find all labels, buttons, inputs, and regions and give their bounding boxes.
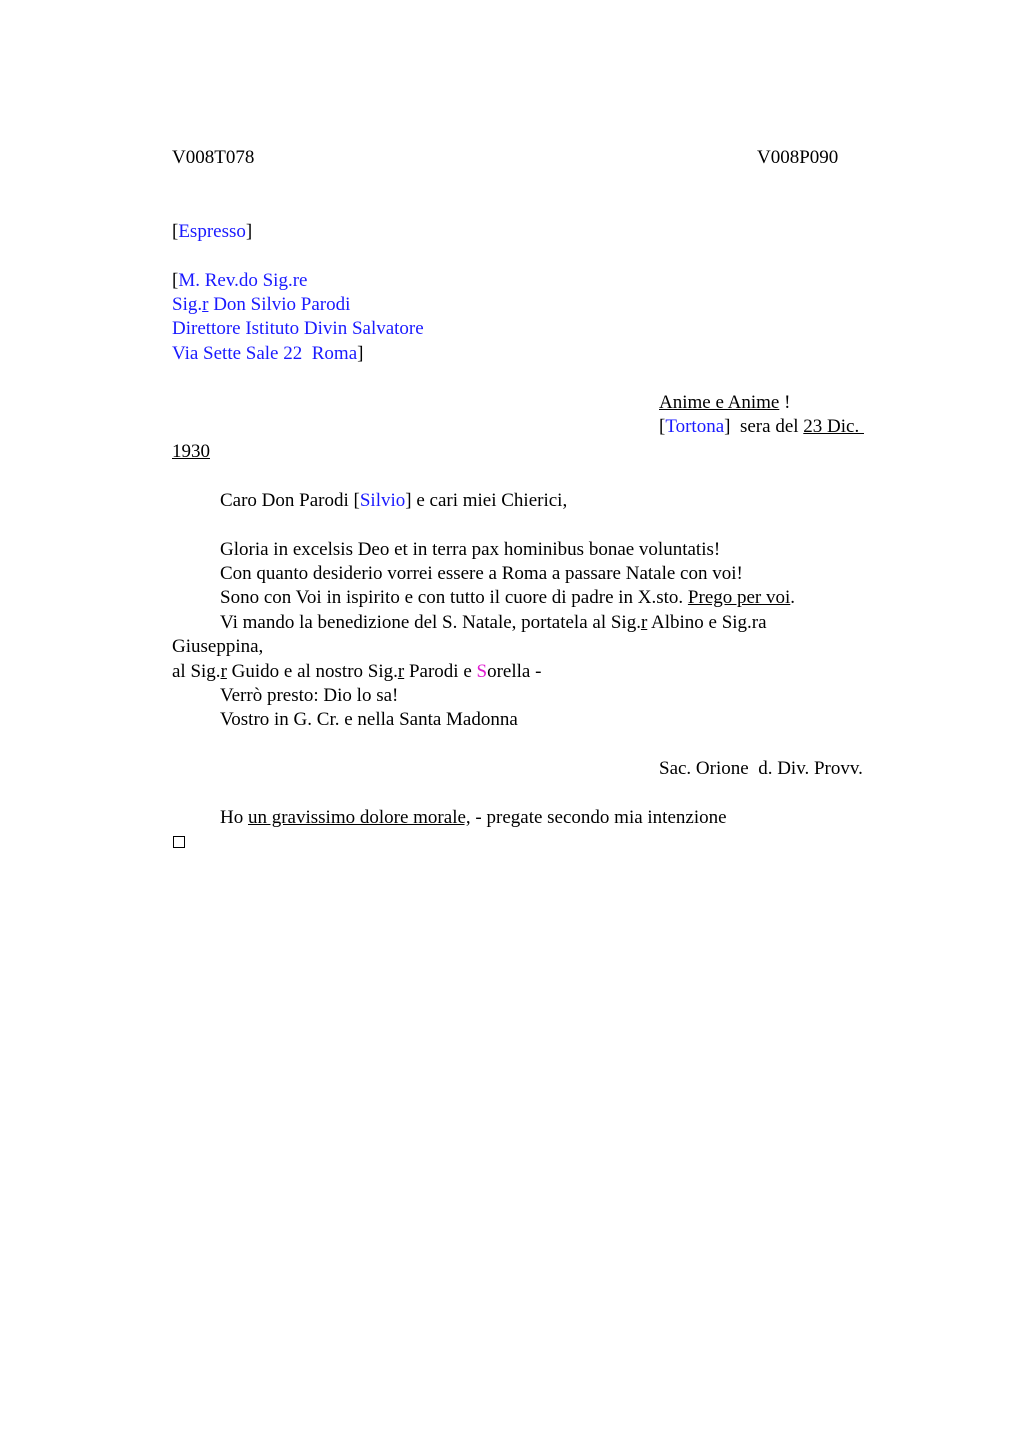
body-line-3: Sono con Voi in ispirito e con tutto il cuore di padre in X.sto. Prego per voi. (220, 587, 796, 608)
dateline: [Tortona] sera del 23 Dic. (659, 416, 864, 437)
dateline-year: 1930 (172, 441, 210, 462)
espresso-note: [Espresso] (172, 221, 253, 242)
end-box-icon (173, 836, 185, 848)
motto: Anime e Anime ! (659, 392, 791, 413)
address-line-2: Sig.r Don Silvio Parodi (172, 294, 351, 315)
address-line-3: Direttore Istituto Divin Salvatore (172, 318, 424, 339)
body-line-1: Gloria in excelsis Deo et in terra pax hominibus bonae voluntatis! (220, 539, 721, 560)
address-line-4: Via Sette Sale 22 Roma] (172, 343, 364, 364)
body-line-6: al Sig.r Guido e al nostro Sig.r Parodi e Sorella - (172, 661, 542, 682)
greeting: Caro Don Parodi [Silvio] e cari miei Chierici, (220, 490, 568, 511)
body-line-8: Vostro in G. Cr. e nella Santa Madonna (220, 709, 518, 730)
document-code-left: V008T078 (172, 147, 255, 168)
body-line-5: Giuseppina, (172, 636, 264, 657)
body-line-7: Verrò presto: Dio lo sa! (220, 685, 399, 706)
body-line-2: Con quanto desiderio vorrei essere a Roma a passare Natale con voi! (220, 563, 743, 584)
signature: Sac. Orione d. Div. Provv. (659, 758, 863, 779)
document-code-right: V008P090 (757, 147, 839, 168)
address-line-1: [M. Rev.do Sig.re (172, 270, 308, 291)
postscript: Ho un gravissimo dolore morale, - pregate secondo mia intenzione (220, 807, 727, 828)
body-line-4: Vi mando la benedizione del S. Natale, portatela al Sig.r Albino e Sig.ra (220, 612, 767, 633)
